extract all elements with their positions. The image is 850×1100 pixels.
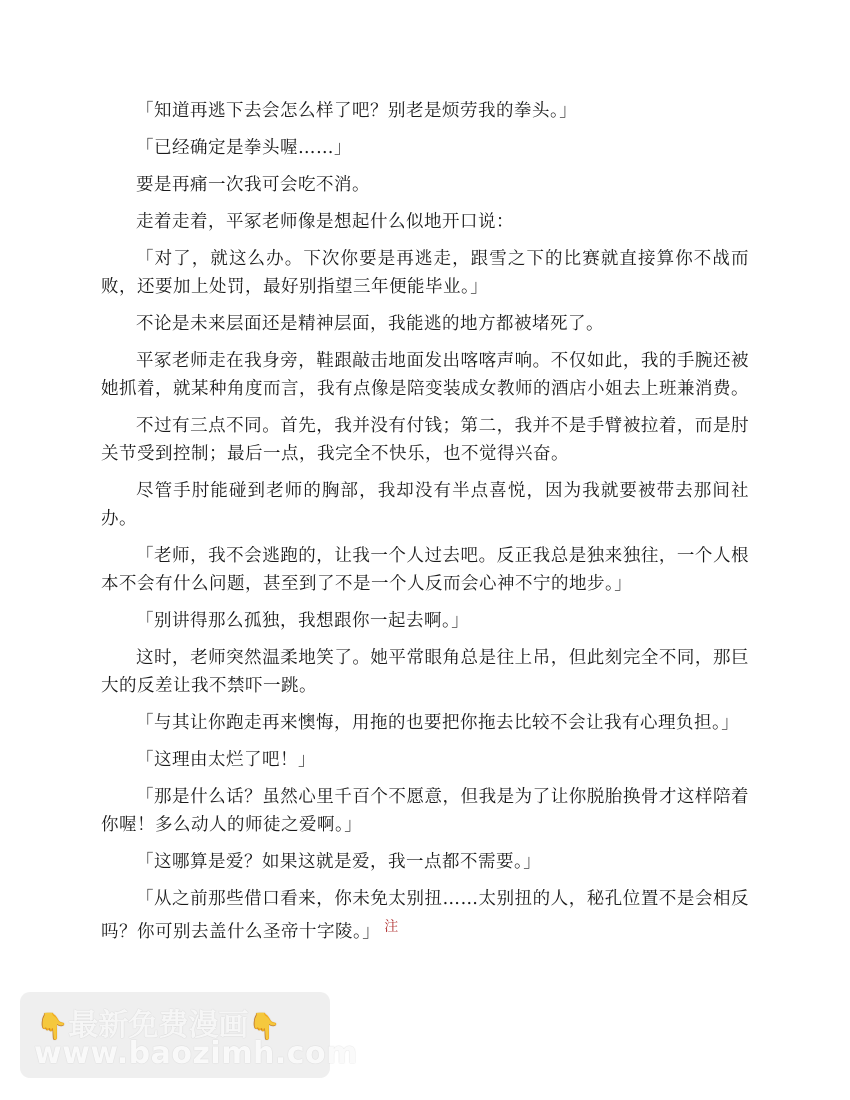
paragraph-last (101, 885, 749, 946)
footnote-marker[interactable]: 注 (384, 919, 399, 935)
paragraph: 不过有三点不同。首先，我并没有付钱；第二，我并不是手臂被拉着，而是肘关节受到控制；最后一点，我完全不快乐，也不觉得兴奋。 (101, 416, 749, 464)
paragraph: 不论是未来层面还是精神层面，我能逃的地方都被堵死了。 (136, 314, 604, 334)
paragraph: 「那是什么话？虽然心里千百个不愿意，但我是为了让你脱胎换骨才这样陪着你喔！多么动人的师徒之爱啊。」 (101, 787, 749, 835)
paragraph: 这时，老师突然温柔地笑了。她平常眼角总是往上吊，但此刻完全不同，那巨大的反差让我不禁吓一跳。 (101, 648, 749, 696)
paragraph: 「老师，我不会逃跑的，让我一个人过去吧。反正我总是独来独往，一个人根本不会有什么问题，甚至到了不是一个人反而会心神不宁的地步。」 (101, 546, 749, 594)
paragraph: 尽管手肘能碰到老师的胸部，我却没有半点喜悦，因为我就要被带去那间社办。 (101, 481, 749, 529)
watermark-title-text: 最新免费漫画 (68, 1008, 249, 1043)
paragraph: 「知道再逃下去会怎么样了吧？别老是烦劳我的拳头。」 (136, 101, 578, 121)
watermark-url: www.baozimh.com (34, 1036, 358, 1071)
watermark (20, 992, 358, 1078)
paragraph: 「别讲得那么孤独，我想跟你一起去啊。」 (136, 611, 470, 631)
pointing-hand-icon: 👇 (36, 1012, 69, 1042)
paragraph: 「与其让你跑走再来懊悔，用拖的也要把你拖去比较不会让我有心理负担。」 (136, 713, 740, 733)
paragraph: 走着走着，平冢老师像是想起什么似地开口说： (136, 212, 514, 232)
pointing-hand-icon: 👇 (248, 1012, 281, 1042)
paragraph: 「这理由太烂了吧！」 (136, 750, 316, 770)
paragraph-text: 「从之前那些借口看来，你未免太别扭……太别扭的人，秘孔位置不是会相反吗？你可别去盖什么圣帝十字陵。」 (101, 889, 749, 942)
paragraph: 「对了，就这么办。下次你要是再逃走，跟雪之下的比赛就直接算你不战而败，还要加上处罚，最好别指望三年便能毕业。」 (101, 249, 749, 297)
page-body (101, 97, 749, 955)
paragraph: 要是再痛一次我可会吃不消。 (136, 175, 370, 195)
paragraph: 「这哪算是爱？如果这就是爱，我一点都不需要。」 (136, 852, 542, 872)
paragraph: 「已经确定是拳头喔……」 (136, 138, 352, 158)
paragraph: 平冢老师走在我身旁，鞋跟敲击地面发出喀喀声响。不仅如此，我的手腕还被她抓着，就某种角度而言，我有点像是陪变装成女教师的酒店小姐去上班兼消费。 (101, 351, 749, 399)
